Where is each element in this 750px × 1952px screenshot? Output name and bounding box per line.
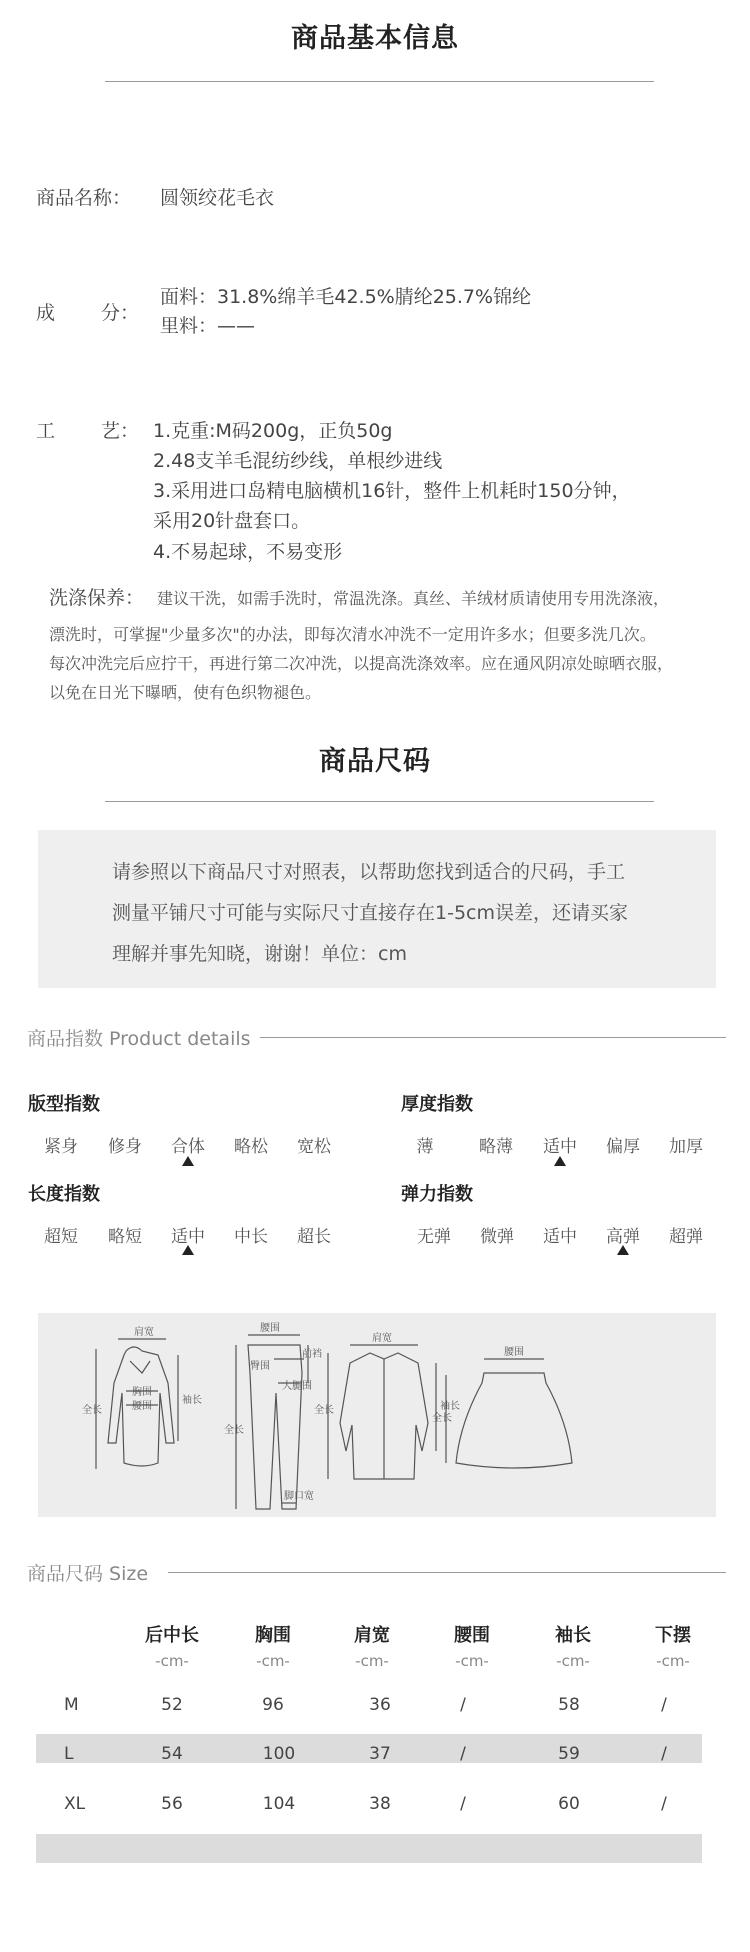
pants-length-label: 全长 xyxy=(224,1425,244,1436)
composition-label-1: 成 xyxy=(36,302,56,324)
measurement-diagram xyxy=(38,1313,716,1517)
measurement-illustrations xyxy=(38,1313,716,1517)
notice-line: 请参照以下商品尺寸对照表，以帮助您找到适合的尺码，手工 xyxy=(112,861,626,883)
length-option: 超短 xyxy=(44,1227,78,1247)
elasticity-option: 适中 xyxy=(543,1227,577,1247)
length-option: 略短 xyxy=(108,1227,142,1247)
table-cell: / xyxy=(460,1695,466,1715)
unit-label: -cm- xyxy=(455,1652,489,1670)
table-cell: 104 xyxy=(262,1794,296,1814)
selected-marker-icon xyxy=(182,1156,194,1166)
table-cell: 60 xyxy=(558,1794,580,1814)
col-header: 下摆 xyxy=(655,1625,691,1646)
elasticity-option: 高弹 xyxy=(606,1227,640,1247)
length-index-title: 长度指数 xyxy=(28,1184,100,1205)
wash-text: 每次冲洗完后应拧干，再进行第二次冲洗，以提高洗涤效率。应在通风阴凉处晾晒衣服， xyxy=(49,654,674,673)
selected-marker-icon xyxy=(554,1156,566,1166)
selected-marker-icon xyxy=(182,1245,194,1255)
thickness-option: 偏厚 xyxy=(606,1137,640,1157)
table-cell: 36 xyxy=(369,1695,391,1715)
fit-option: 修身 xyxy=(108,1137,142,1157)
craft-line: 采用20针盘套口。 xyxy=(153,510,311,532)
divider xyxy=(168,1572,726,1573)
fit-option: 略松 xyxy=(234,1137,268,1157)
unit-label: -cm- xyxy=(256,1652,290,1670)
shirt-figure-icon xyxy=(328,1345,436,1479)
thickness-option: 加厚 xyxy=(669,1137,703,1157)
skirt-length-label: 全长 xyxy=(432,1413,452,1424)
col-header: 肩宽 xyxy=(354,1625,390,1646)
table-cell: 37 xyxy=(369,1744,391,1764)
shirt-sleeve-label: 袖长 xyxy=(440,1401,460,1412)
col-header: 袖长 xyxy=(555,1625,591,1646)
craft-line: 1.克重:M码200g，正负50g xyxy=(153,420,393,442)
length-option: 适中 xyxy=(171,1227,205,1247)
fit-option: 紧身 xyxy=(44,1137,78,1157)
craft-label-1: 工 xyxy=(36,420,56,442)
dress-waist-label: 腰围 xyxy=(132,1401,152,1412)
product-details-heading: 商品指数 Product details xyxy=(27,1028,251,1050)
size-notice-box xyxy=(38,830,716,988)
wash-text: 以免在日光下曝晒，使有色织物褪色。 xyxy=(49,683,322,702)
table-cell: 54 xyxy=(161,1744,183,1764)
elasticity-option: 无弹 xyxy=(417,1227,451,1247)
table-cell: 58 xyxy=(558,1695,580,1715)
shirt-length-label: 全长 xyxy=(314,1405,334,1416)
divider xyxy=(105,81,654,82)
composition-label-2: 分： xyxy=(101,302,140,324)
pants-hip-label: 臀围 xyxy=(250,1361,270,1372)
product-name-label: 商品名称： xyxy=(36,187,132,209)
craft-line: 3.采用进口岛精电脑横机16针，整件上机耗时150分钟， xyxy=(153,480,631,502)
unit-label: -cm- xyxy=(355,1652,389,1670)
wash-text: 建议干洗，如需手洗时，常温洗涤。真丝、羊绒材质请使用专用洗涤液， xyxy=(157,589,670,608)
unit-label: -cm- xyxy=(656,1652,690,1670)
size-label: M xyxy=(64,1695,79,1715)
thickness-option: 略薄 xyxy=(479,1137,513,1157)
shirt-shoulder-label: 肩宽 xyxy=(372,1333,392,1344)
table-cell: / xyxy=(661,1744,667,1764)
size-table-heading: 商品尺码 Size xyxy=(27,1563,149,1585)
dress-shoulder-label: 肩宽 xyxy=(134,1327,154,1338)
wash-text: 漂洗时，可掌握"少量多次"的办法，即每次清水冲洗不一定用许多水；但要多洗几次。 xyxy=(49,625,656,644)
table-row-band xyxy=(36,1834,702,1863)
pants-hem-label: 脚口宽 xyxy=(284,1491,314,1502)
lining-text: 里料：—— xyxy=(160,315,256,337)
unit-label: -cm- xyxy=(155,1652,189,1670)
table-cell: / xyxy=(661,1794,667,1814)
product-name-value: 圆领绞花毛衣 xyxy=(160,187,275,209)
elasticity-index-title: 弹力指数 xyxy=(401,1184,473,1205)
col-header: 腰围 xyxy=(454,1625,490,1646)
table-cell: 38 xyxy=(369,1794,391,1814)
craft-label-2: 艺： xyxy=(101,420,140,442)
skirt-figure-icon xyxy=(446,1359,572,1468)
size-label: L xyxy=(64,1744,74,1764)
length-option: 超长 xyxy=(297,1227,331,1247)
fabric-text: 面料：31.8%绵羊毛42.5%腈纶25.7%锦纶 xyxy=(160,286,532,308)
skirt-waist-label: 腰围 xyxy=(504,1347,524,1358)
length-option: 中长 xyxy=(234,1227,268,1247)
notice-line: 测量平铺尺寸可能与实际尺寸直接存在1-5cm误差，还请买家 xyxy=(112,902,628,924)
col-header: 后中长 xyxy=(145,1625,199,1646)
divider xyxy=(260,1037,726,1038)
table-cell: / xyxy=(460,1794,466,1814)
fit-index-title: 版型指数 xyxy=(28,1094,100,1115)
unit-label: -cm- xyxy=(556,1652,590,1670)
fit-option: 宽松 xyxy=(297,1137,331,1157)
table-cell: / xyxy=(661,1695,667,1715)
dress-chest-label: 胸围 xyxy=(132,1387,152,1398)
selected-marker-icon xyxy=(617,1245,629,1255)
thickness-option: 薄 xyxy=(416,1137,434,1157)
table-cell: 59 xyxy=(558,1744,580,1764)
pants-waist-label: 腰围 xyxy=(260,1323,280,1334)
dress-sleeve-label: 袖长 xyxy=(182,1395,202,1406)
fit-option: 合体 xyxy=(171,1137,205,1157)
table-cell: 56 xyxy=(161,1794,183,1814)
size-label: XL xyxy=(64,1794,86,1814)
thickness-index-title: 厚度指数 xyxy=(401,1094,473,1115)
col-header: 胸围 xyxy=(255,1625,291,1646)
basic-info-title: 商品基本信息 xyxy=(291,23,459,54)
pants-thigh-label: 大腿围 xyxy=(282,1381,312,1392)
elasticity-option: 微弹 xyxy=(480,1227,514,1247)
divider xyxy=(105,801,654,802)
pants-figure-icon xyxy=(236,1335,308,1509)
table-cell: 100 xyxy=(262,1744,296,1764)
craft-line: 2.48支羊毛混纺纱线，单根纱进线 xyxy=(153,450,443,472)
table-cell: / xyxy=(460,1744,466,1764)
table-cell: 52 xyxy=(161,1695,183,1715)
table-cell: 96 xyxy=(262,1695,284,1715)
thickness-option: 适中 xyxy=(543,1137,577,1157)
craft-line: 4.不易起球，不易变形 xyxy=(153,541,343,563)
wash-label: 洗涤保养： xyxy=(49,587,145,609)
dress-length-label: 全长 xyxy=(82,1405,102,1416)
elasticity-option: 超弹 xyxy=(669,1227,703,1247)
pants-rise-label: 前裆 xyxy=(302,1349,322,1360)
notice-line: 理解并事先知晓，谢谢！单位：cm xyxy=(112,943,407,965)
size-section-title: 商品尺码 xyxy=(319,746,431,777)
